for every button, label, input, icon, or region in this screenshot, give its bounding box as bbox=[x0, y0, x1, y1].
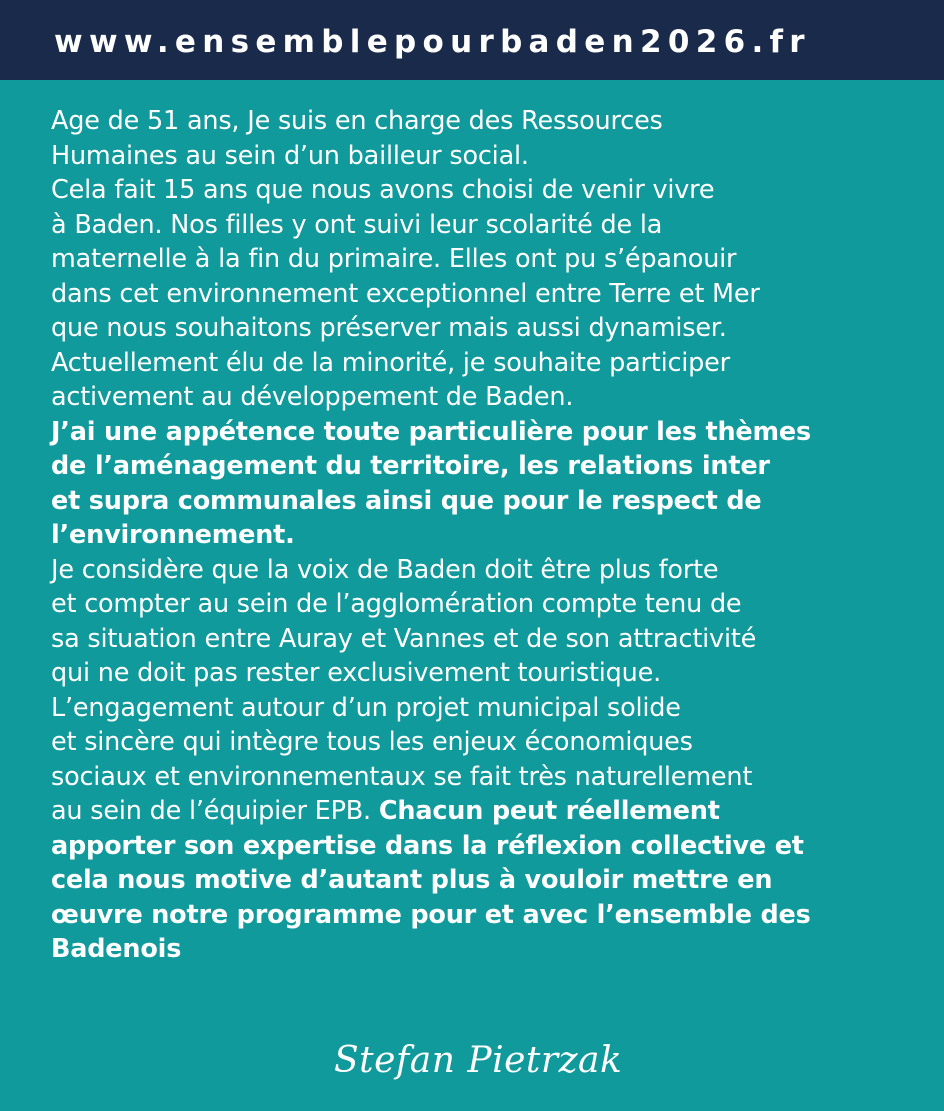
bio-line-bold: l’environnement. bbox=[51, 520, 295, 550]
bio-line: Cela fait 15 ans que nous avons choisi de venir vivre bbox=[51, 175, 715, 205]
bio-line-bold: apporter son expertise dans la réflexion collective et bbox=[51, 830, 804, 861]
bio-line: et sincère qui intègre tous les enjeux économiques bbox=[51, 727, 693, 757]
bio-line: Age de 51 ans, Je suis en charge des Ressources bbox=[51, 106, 663, 136]
bio-line: sociaux et environnementaux se fait très naturellement bbox=[51, 761, 753, 792]
bio-line: dans cet environnement exceptionnel entre Terre et Mer bbox=[51, 278, 760, 309]
bio-line: Actuellement élu de la minorité, je souhaite participer bbox=[51, 347, 730, 378]
bio-line: sa situation entre Auray et Vannes et de son attractivité bbox=[51, 623, 757, 654]
bio-line-bold: Badenois bbox=[51, 934, 182, 964]
bio-line: que nous souhaitons préserver mais aussi dynamiser. bbox=[51, 313, 727, 343]
signature: Stefan Pietrzak bbox=[334, 1040, 623, 1081]
bio-line: activement au développement de Baden. bbox=[51, 382, 574, 412]
bio-line-bold: J’ai une appétence toute particulière pour les thèmes bbox=[51, 416, 811, 447]
bio-line: Humaines au sein d’un bailleur social. bbox=[51, 140, 529, 171]
bio-line-bold: œuvre notre programme pour et avec l’ensemble des bbox=[51, 899, 811, 930]
bio-line: maternelle à la fin du primaire. Elles ont pu s’épanouir bbox=[51, 244, 737, 274]
bio-text bbox=[51, 104, 939, 967]
website-url[interactable]: www.ensemblepourbaden2026.fr bbox=[54, 24, 811, 60]
bio-line-mixed bbox=[51, 794, 939, 829]
bio-line: et compter au sein de l’agglomération compte tenu de bbox=[51, 589, 742, 619]
bio-segment-regular: au sein de l’équipier EPB. bbox=[51, 796, 379, 826]
bio-line-bold: de l’aménagement du territoire, les relations inter bbox=[51, 451, 770, 481]
bio-line-bold: et supra communales ainsi que pour le respect de bbox=[51, 485, 762, 516]
header-banner bbox=[0, 0, 944, 80]
bio-line: à Baden. Nos filles y ont suivi leur scolarité de la bbox=[51, 209, 663, 240]
bio-line: Je considère que la voix de Baden doit être plus forte bbox=[51, 554, 719, 585]
bio-segment-bold: Chacun peut réellement bbox=[378, 796, 720, 826]
bio-line: L’engagement autour d’un projet municipal solide bbox=[51, 692, 681, 723]
bio-line-bold: cela nous motive d’autant plus à vouloir mettre en bbox=[51, 865, 773, 895]
bio-line: qui ne doit pas rester exclusivement touristique. bbox=[51, 658, 661, 688]
